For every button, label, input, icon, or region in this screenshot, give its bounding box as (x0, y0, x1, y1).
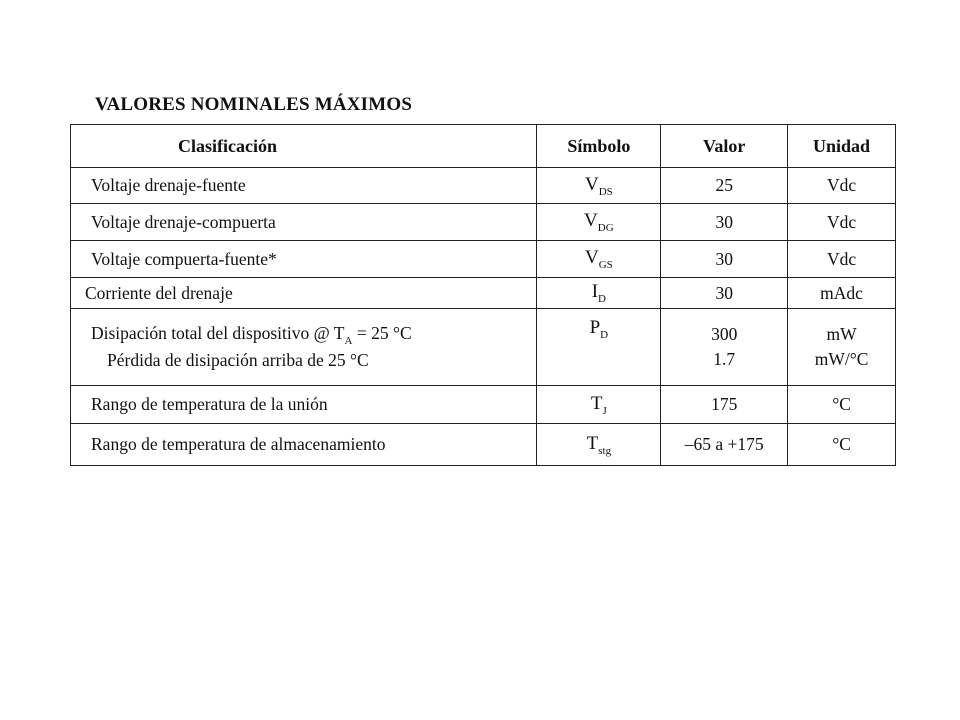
table-row (71, 424, 896, 466)
document-title: VALORES NOMINALES MÁXIMOS (95, 94, 413, 115)
row-label: Voltaje drenaje-fuente (71, 168, 537, 204)
table-header-row (71, 125, 896, 168)
row-unit: °C (788, 386, 896, 424)
table-row (71, 204, 896, 241)
row-label: Voltaje compuerta-fuente* (71, 241, 537, 278)
row-symbol: $T_J$ (537, 386, 661, 424)
table-row (71, 241, 896, 278)
row-symbol: $V_{DS}$ (537, 168, 661, 204)
row-label: Corriente del drenaje (71, 278, 537, 309)
row-label-line2: Pérdida de disipación arriba de 25 °C (107, 350, 369, 370)
row-label: Voltaje drenaje-compuerta (71, 204, 537, 241)
row-symbol: $V_{GS}$ (537, 241, 661, 278)
row-label-line1: Disipación total del dispositivo @ $T_A = 25$ °C (91, 323, 412, 347)
header-classification: Clasificación (71, 125, 537, 168)
table-row (71, 278, 896, 309)
row-label: Rango de temperatura de la unión (71, 386, 537, 424)
row-value: 30 (661, 204, 788, 241)
row-value: 30 (661, 278, 788, 309)
table-row (71, 309, 896, 386)
row-unit: mW mW/°C (788, 309, 896, 386)
header-unit: Unidad (788, 125, 896, 168)
row-unit: mAdc (788, 278, 896, 309)
row-value: –65 a +175 (661, 424, 788, 466)
row-value: 25 (661, 168, 788, 204)
row-symbol: $V_{DG}$ (537, 204, 661, 241)
row-unit: Vdc (788, 241, 896, 278)
table-row (71, 168, 896, 204)
row-label (71, 309, 537, 386)
table-row (71, 386, 896, 424)
row-label: Rango de temperatura de almacenamiento (71, 424, 537, 466)
row-unit: Vdc (788, 204, 896, 241)
row-value: 175 (661, 386, 788, 424)
header-symbol: Símbolo (537, 125, 661, 168)
row-symbol: $T_{stg}$ (537, 424, 661, 466)
row-value: 300 1.7 (661, 309, 788, 386)
max-ratings-table (70, 124, 896, 466)
row-symbol: $P_D$ (537, 309, 661, 386)
row-unit: Vdc (788, 168, 896, 204)
row-value: 30 (661, 241, 788, 278)
header-value: Valor (661, 125, 788, 168)
row-symbol: $I_D$ (537, 278, 661, 309)
row-unit: °C (788, 424, 896, 466)
